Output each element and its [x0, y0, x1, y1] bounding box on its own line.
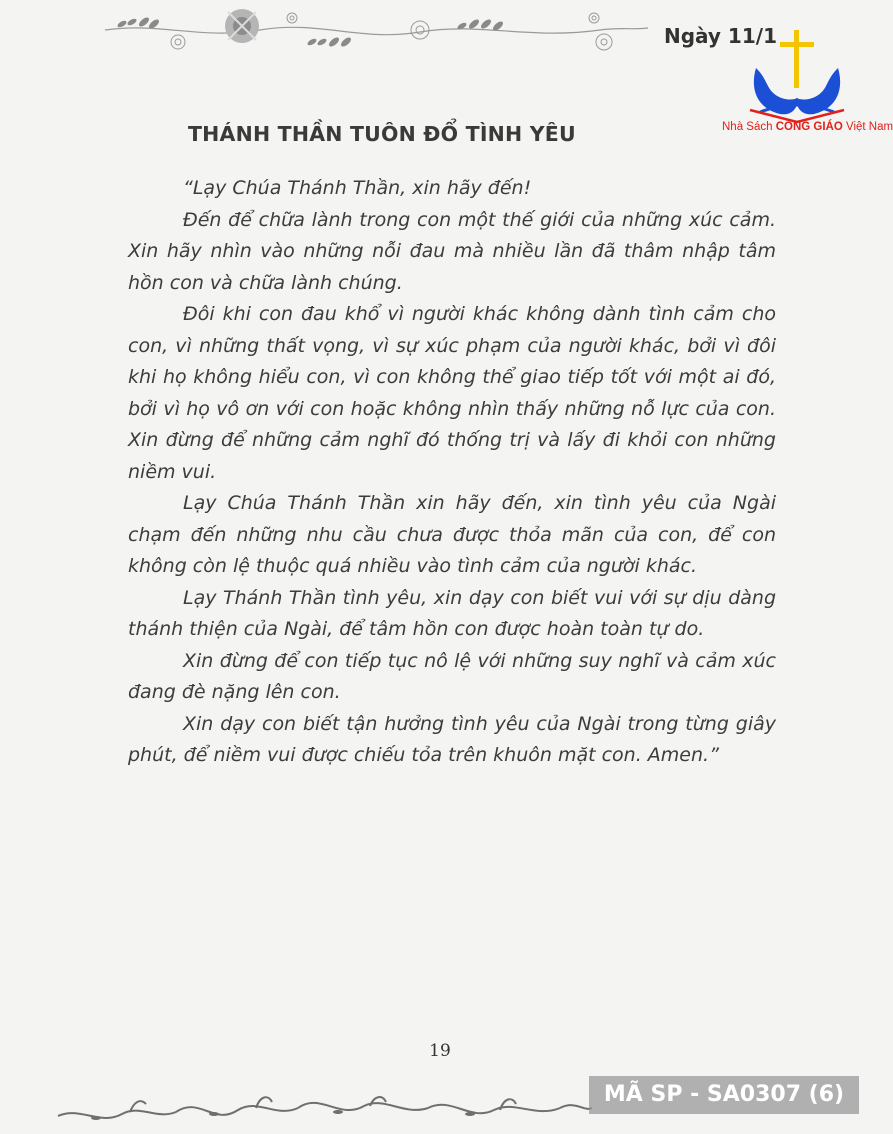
- paragraph: Xin dạy con biết tận hưởng tình yêu của Ngài trong từng giây phút, để niềm vui được chiếu tỏa trên khuôn mặt con. Amen.”: [128, 712, 776, 766]
- brand-suffix: Việt Nam: [842, 121, 893, 133]
- page-number: 19: [429, 1041, 451, 1061]
- day-label: Ngày 11/1: [664, 24, 777, 48]
- paragraph: Lạy Thánh Thần tình yêu, xin dạy con biết vui với sự dịu dàng thánh thiện của Ngài, để tâm hồn con được hoàn toàn tự do.: [128, 586, 776, 640]
- brand-prefix: Nhà Sách: [722, 121, 776, 133]
- bookstore-brand-text: [722, 121, 893, 133]
- chapter-title: THÁNH THẦN TUÔN ĐỔ TÌNH YÊU: [188, 122, 576, 146]
- paragraph: Lạy Chúa Thánh Thần xin hãy đến, xin tình yêu của Ngài chạm đến những nhu cầu chưa được thỏa mãn của con, để con không còn lệ thuộc quá nhiều vào tình cảm của người khác.: [128, 492, 776, 577]
- product-code-badge: MÃ SP - SA0307 (6): [589, 1076, 859, 1114]
- paragraph: “Lạy Chúa Thánh Thần, xin hãy đến!: [183, 177, 532, 199]
- prayer-text: [128, 173, 776, 772]
- vine-ornament-icon: [100, 0, 650, 70]
- paragraph: Xin đừng để con tiếp tục nô lệ với những suy nghĩ và cảm xúc đang đè nặng lên con.: [128, 649, 776, 703]
- paragraph: Đến để chữa lành trong con một thế giới của những xúc cảm. Xin hãy nhìn vào những nỗi đau mà nhiều lần đã thâm nhập tâm hồn con và chữa lành chúng.: [128, 208, 776, 294]
- brand-strong: CÔNG GIÁO: [775, 121, 843, 133]
- paragraph: Đôi khi con đau khổ vì người khác không dành tình cảm cho con, vì những thất vọng, vì sự xúc phạm của người khác, bởi vì đôi khi họ không hiểu con, vì con không thể giao tiếp tốt với một ai đó, bởi vì họ vô ơn với con hoặc không nhìn thấy những nỗ lực của con. Xin đừng để những cảm nghĩ đó thống trị và lấy đi khỏi con những niềm vui.: [128, 303, 776, 483]
